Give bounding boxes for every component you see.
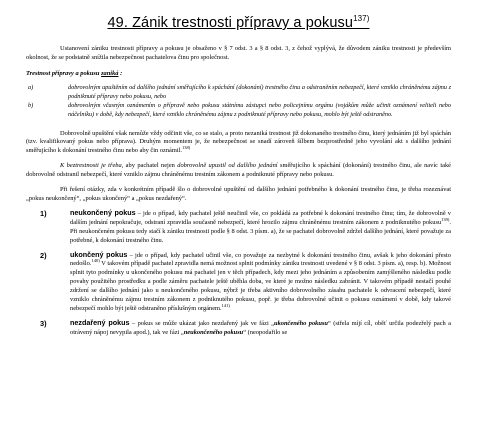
pokus-desc-after: . Při neukončeném pokusu tedy stačí k zániku trestnosti podle § 8 odst. 3 písm. a), že se pachatel dobrovolně zdržel dalšího jednání, které považuje za potřebné, k dokonání trestného činu.	[70, 218, 451, 244]
condition-item-a	[26, 84, 451, 101]
dobrovolne-paragraph	[26, 130, 451, 157]
bezstrestnost-italic: K beztrestnosti je třeba	[60, 162, 122, 170]
conditions-lead	[26, 69, 451, 78]
condition-text: dobrovolným upuštěním od dalšího jednání směřujícího k spáchání (dokonání) trestného činu a odstraněním nebezpečí, které vzniklo chráněnému zájmu z podniknuté přípravy nebo pokusu, nebo	[68, 84, 451, 100]
pokus-desc-after: “ (střela míjí cíl, oběť určila podezřelý pach a otrávený nápoj nevypila apod.), tak ve fázi „	[70, 319, 452, 336]
dobrovolne-text: Dobrovolně upuštění však nemůže vždy odčinit vše, co se stalo, a proto nezaniká trestnost již dokonaného trestného činu, který jednáním již byl spáchán (tzv. kvalifikovaný pokus nebo příprava). Druhým momentem je, že nebezpečnost se snadí zároveň šílbem bezprostředně jeho vyvolání akt s dalšího jednání směřujícího k dokonání trestného činu nebo aby čin oznámil.	[26, 129, 451, 155]
pokus-term: nezdařený pokus	[70, 317, 130, 327]
conditions-lead-keyword: zaniká	[101, 69, 119, 77]
conditions-lead-suffix: :	[118, 69, 123, 77]
bezstrestnost-italic-2: dobrovolně upustil od dalšího jednání	[177, 162, 278, 170]
pokus-desc: – pokus se může ukázat jako nezdařený jak ve fázi „	[129, 319, 275, 327]
condition-item-b	[26, 102, 451, 119]
title-footnote: 137)	[353, 14, 370, 24]
pokus-number: 1)	[40, 208, 47, 218]
condition-text: dobrovolným včasným oznámením o přípravě nebo pokusu státnímu zástupci nebo policejnímu orgánu (vojákům může učinit oznámení veliteli nebo náčelníku) v době, kdy nebezpečí, které vzniklo chráněnému zájmu z podniknuté přípravy nebo pokusu, mohlo být ještě odstraněno.	[68, 102, 451, 118]
pokus-types-list	[26, 209, 451, 338]
pokus-desc-after: V takovém případě pachatel zpravidla nemá možnost splnit podmínky zániku trestnosti uvedené v § 8 odst. 3 písm. a), resp. b). Možnost splnit tyto podmínky u ukončeného pokusu má pachatel jen v těch případech, kdy mezi jeho jednáním a způsobením zamýšleného následku podle povahy použitého prostředku a podle záměru pachatele ještě uběhla doba, ve které je možno následku zabránit. V takovém případě nestačí pouhé zdržení se dalšího jednání jako u neukončeného pokusu, nýbrž je třeba aktivního dobrovolného zásahu pachatele k odvracení nebezpečí, které vzniklo chráněnému zájmu trestním zákonem z podniknutého pokusu, popř. je třeba dobrovolné učinit o pokusu oznámení v době, kdy takové nebezpečí mohlo být ještě odstraněno příslušným orgánem.	[70, 260, 451, 312]
bezstrestnost-mid: , aby pachatel nejen	[121, 162, 178, 170]
pokus-number: 2)	[40, 250, 47, 260]
pokus-number: 3)	[40, 318, 47, 328]
intro-paragraph: Ustanovení zániku trestnosti přípravy a pokusu je obsaženo v § 7 odst. 3 a § 8 odst. 3, z čehož vyplývá, že důvodem zániku trestnosti je především okolnost, že se podstatně snížila nebezpečnost pachatelova činu pro společnost.	[26, 45, 451, 61]
section-title	[26, 14, 451, 32]
conditions-lead-prefix: Trestnost přípravy a pokusu	[26, 69, 100, 77]
pokus-text	[70, 209, 451, 246]
pokus-desc-end: “ (neopodařilo se	[243, 328, 288, 336]
pokus-text	[70, 251, 451, 314]
pokus-term: neukončený pokus	[70, 207, 136, 217]
conditions-list	[26, 84, 451, 119]
bezstrestnost-rest: směřujícího k spáchání (dokonání) trestného činu, ale navíc také dobrovolně odstranil nebezpečí, které vzniklo zájmu chráněnému trestním zákonem a podniknuté přípravy nebo pokusu.	[26, 162, 451, 179]
pokus-italic-term-2: neukončeného pokusu	[183, 328, 244, 336]
pokus-italic-term: ukončeného pokusu	[274, 319, 328, 327]
document-page	[0, 14, 481, 440]
bezstrestnost-paragraph	[26, 162, 451, 180]
footnote-141: 141)	[221, 302, 230, 308]
pokus-item-nezdareny	[26, 319, 451, 338]
condition-marker: a)	[28, 84, 34, 92]
footnote-139: 139)	[441, 216, 450, 222]
pokus-item-neukonceny	[26, 209, 451, 246]
pokus-item-ukonceny	[26, 251, 451, 314]
footnote-140: 140)	[91, 258, 100, 264]
pokus-text	[70, 319, 451, 338]
footnote-138: 138)	[182, 145, 191, 151]
section-title-text: 49. Zánik trestnosti přípravy a pokusu	[107, 15, 354, 31]
pokus-desc: – jde o případ, kdy pachatel učinil vše, co považuje za nezbytné k dokonání trestného činu, avšak k jeho dokonání přesto nedošlo.	[70, 251, 451, 268]
pokus-term: ukončený pokus	[70, 249, 128, 259]
condition-marker: b)	[28, 102, 34, 110]
reseni-paragraph: Při řešení otázky, zda v konkrétním případě šlo o dobrovolné upuštění od dalšího jednání potřebného k dokonání trestného činu, je třeba rozeznávat „pokus neukončený“, „pokus ukončený“ a „pokus nezdařený“.	[26, 186, 451, 203]
pokus-desc: – jde o případ, kdy pachatel ještě neučinil vše, co pokládá za potřebné k dokonání trestného činu; tím, že dobrovolně v dalším jednání nepokračuje, odstraní zpravidla současně nebezpečí, které hrozilo zájmu chráněnému trestním zákonem z podniknutého pokusu	[70, 209, 451, 226]
